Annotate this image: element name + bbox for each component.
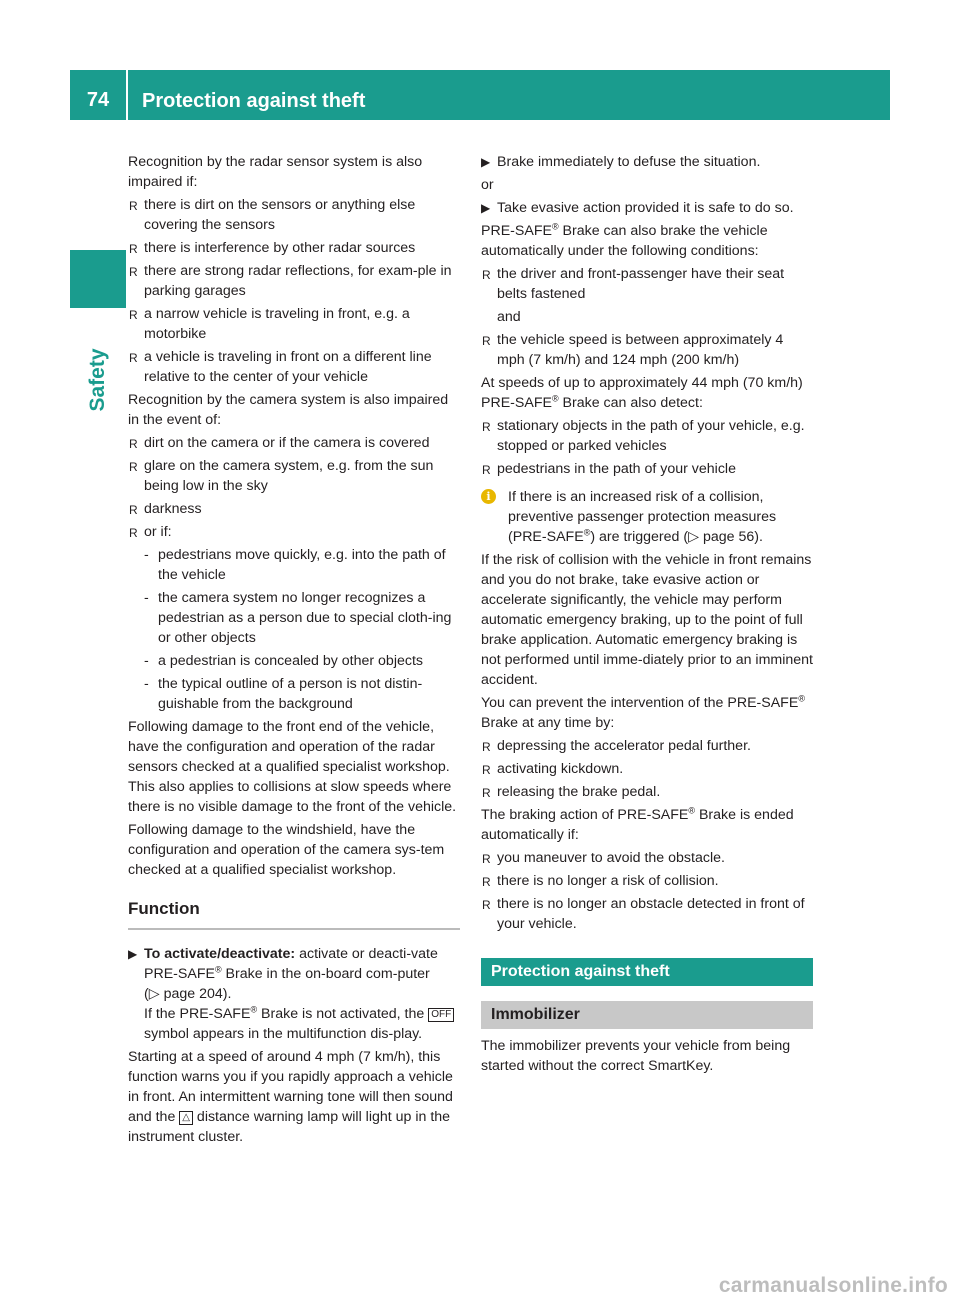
- distance-warning-lamp-icon: △: [179, 1111, 193, 1125]
- paragraph: At speeds of up to approximately 44 mph (70 km/h) PRE-SAFE® Brake can also detect:: [481, 375, 803, 411]
- list-item: R there are strong radar reflections, for exam-ple in parking garages: [129, 263, 452, 299]
- list-item: R the vehicle speed is between approximately 4 mph (7 km/h) and 124 mph (200 km/h): [482, 332, 784, 368]
- pre-safe-off-icon: OFF: [428, 1008, 454, 1022]
- list-item: R depressing the accelerator pedal further.: [482, 738, 751, 754]
- chapter-label: Safety: [86, 348, 109, 412]
- list-item: R stationary objects in the path of your vehicle, e.g. stopped or parked vehicles: [482, 418, 805, 454]
- list-item: R dirt on the camera or if the camera is covered: [129, 435, 430, 451]
- instruction-step: ▶ Brake immediately to defuse the situation.: [481, 154, 761, 170]
- list-item: R there is dirt on the sensors or anything else covering the sensors: [129, 197, 416, 233]
- paragraph: The braking action of PRE-SAFE® Brake is ended automatically if:: [481, 805, 794, 843]
- list-item: - pedestrians move quickly, e.g. into the path of the vehicle: [144, 547, 446, 583]
- page-header: [70, 70, 890, 120]
- page-ref-arrow-icon: ▷: [148, 986, 160, 1002]
- paragraph: or: [481, 177, 494, 193]
- list-item: R or if:: [129, 524, 172, 540]
- info-note: i If there is an increased risk of a collision, preventive passenger protection measures (PRE-SAFE®) are triggered (▷ page 56).: [481, 487, 813, 547]
- list-item: R a narrow vehicle is traveling in front, e.g. a motorbike: [129, 306, 410, 342]
- chapter-tab: [70, 250, 126, 308]
- paragraph: PRE-SAFE® Brake can also brake the vehicle automatically under the following conditions:: [481, 221, 768, 259]
- info-icon: i: [481, 489, 496, 504]
- page-reference-link[interactable]: page 56: [702, 529, 755, 545]
- list-item: R glare on the camera system, e.g. from the sun being low in the sky: [129, 458, 434, 494]
- paragraph: Following damage to the front end of the vehicle, have the configuration and operation of the radar sensors checked at a qualified specialist workshop. This also applies to collisions at slow speeds where there is no visible damage to the front of the vehicle.: [128, 719, 457, 815]
- camera-bullet-list: [128, 433, 460, 542]
- list-item: R there is interference by other radar sources: [129, 240, 416, 256]
- list-item: R the driver and front-passenger have their seat belts fastened: [482, 266, 785, 302]
- page-number: 74: [86, 89, 110, 111]
- instruction-step: ▶ To activate/deactivate: activate or deacti-vate PRE-SAFE® Brake in the on-board com-puter (▷ page 204). If the PRE-SAFE® Brake is not activated, the OFF symbol appears in the multifunction dis-play.: [128, 944, 460, 1044]
- list-item: R darkness: [129, 501, 202, 517]
- section-heading: Protection against theft: [481, 958, 813, 986]
- function-heading: Function: [128, 898, 460, 930]
- page-ref-arrow-icon: ▷: [688, 529, 700, 545]
- left-column: [128, 152, 460, 1150]
- paragraph: Recognition by the camera system is also impaired in the event of:: [128, 392, 449, 428]
- page-title: Protection against theft: [142, 90, 366, 112]
- paragraph: and: [497, 309, 521, 325]
- list-item: - the typical outline of a person is not distin-guishable from the background: [144, 676, 423, 712]
- list-item: R a vehicle is traveling in front on a different line relative to the center of your vehicle: [129, 349, 432, 385]
- list-item: R you maneuver to avoid the obstacle.: [482, 850, 725, 866]
- list-item: - the camera system no longer recognizes a pedestrian as a person due to special cloth-ing or other objects: [144, 590, 452, 646]
- right-column: [481, 152, 813, 1079]
- radar-bullet-list: [128, 195, 460, 387]
- list-item: - a pedestrian is concealed by other objects: [144, 653, 423, 669]
- paragraph: Starting at a speed of around 4 mph (7 km/h), this function warns you if you rapidly approach a vehicle in front. An intermittent warning tone will then sound and the △ distance warning lamp will light up in the instrument cluster.: [128, 1049, 453, 1145]
- paragraph: Following damage to the windshield, have the configuration and operation of the camera sys-tem checked at a qualified specialist workshop.: [128, 822, 445, 878]
- paragraph: You can prevent the intervention of the PRE-SAFE® Brake at any time by:: [481, 693, 805, 731]
- instruction-step: ▶ Take evasive action provided it is safe to do so.: [481, 200, 794, 216]
- paragraph: The immobilizer prevents your vehicle from being started without the correct SmartKey.: [481, 1038, 791, 1074]
- dash-list: [128, 545, 460, 714]
- list-item: R there is no longer an obstacle detected in front of your vehicle.: [482, 896, 805, 932]
- list-item: R activating kickdown.: [482, 761, 624, 777]
- subsection-heading: Immobilizer: [481, 1001, 813, 1029]
- list-item: R there is no longer a risk of collision.: [482, 873, 719, 889]
- list-item: R releasing the brake pedal.: [482, 784, 661, 800]
- watermark: carmanualsonline.info: [718, 1274, 948, 1297]
- step-marker: ▶: [128, 947, 138, 961]
- paragraph: If the risk of collision with the vehicle in front remains and you do not brake, take evasive action or accelerate significantly, the vehicle may perform automatic emergency braking, up to the point of full brake application. Automatic emergency braking is not performed until imme-diately prior to an imminent accident.: [481, 552, 813, 688]
- page-reference-link[interactable]: page 204: [163, 986, 223, 1002]
- list-item: R pedestrians in the path of your vehicle: [482, 461, 736, 477]
- header-divider: [126, 70, 128, 120]
- paragraph: Recognition by the radar sensor system is also impaired if:: [128, 154, 423, 190]
